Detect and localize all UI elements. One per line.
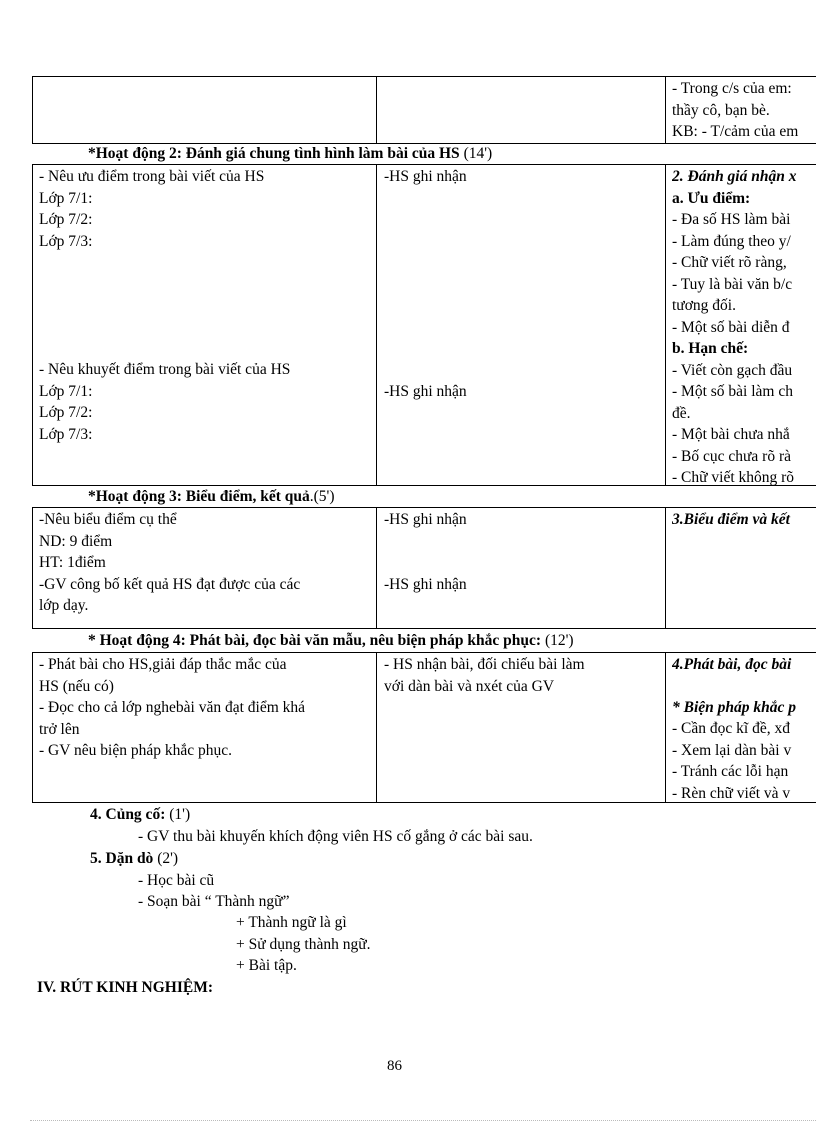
list-item: -GV công bố kết quả HS đạt được của các [39,575,301,593]
list-item: trở lên [39,720,80,738]
homework-subitem: + Bài tập. [236,957,297,974]
table-activity-2 [32,164,816,486]
table3-teacher-activity [39,509,371,617]
list-item: Lớp 7/3: [39,425,93,443]
list-item: Lớp 7/2: [39,404,93,421]
section-title: *Hoạt động 2: Đánh giá chung tình hình làm bài của HS [88,145,460,162]
list-item: -HS ghi nhận [384,382,467,400]
list-item: -HS ghi nhận [384,575,467,593]
column-divider [665,77,666,143]
list-item: với dàn bài và nxét của GV [384,677,555,695]
list-item: - Tuy là bài văn b/c [672,275,793,293]
list-item: thầy cô, bạn bè. [672,101,770,119]
section-heading-activity-3 [88,486,335,508]
homework-title: 5. Dặn dò [90,850,154,867]
list-item: - Một số bài làm ch [672,383,793,400]
list-item: - Cần đọc kĩ đề, xđ [672,720,790,737]
list-item: - Nêu khuyết điểm trong bài viết của HS [39,361,291,378]
content-heading: 2. Đánh giá nhận x [672,168,797,185]
table1-teacher-notes [672,78,816,143]
list-item: Lớp 7/1: [39,382,93,400]
list-item: - Rèn chữ viết và v [672,784,791,802]
table2-content [672,166,816,489]
homework-item: - Học bài cũ [138,872,215,889]
content-subheading: b. Hạn chế: [672,340,749,357]
list-item: - Một số bài diễn đ [672,318,790,336]
list-item: - Đọc cho cả lớp nghebài văn đạt điểm khá [39,699,306,716]
list-item: - HS nhận bài, đối chiếu bài làm [384,656,585,673]
table2-student-activity [384,166,660,402]
section-time: (14') [459,145,493,162]
section-heading-activity-4 [88,630,574,652]
list-item: - Tránh các lỗi hạn [672,763,789,780]
column-divider [665,508,666,628]
consolidation-heading [90,804,190,826]
footer-divider [30,1120,816,1121]
list-item: ND: 9 điểm [39,532,113,550]
table4-content [672,654,816,804]
list-item: -HS ghi nhận [384,168,467,185]
list-item: - Chữ viết rõ ràng, [672,254,787,271]
section-heading-activity-2 [88,143,492,165]
list-item: - Một bài chưa nhắ [672,426,790,443]
content-subheading: a. Ưu điểm: [672,189,751,207]
list-item: - Bố cục chưa rõ rà [672,447,791,465]
list-item: - Phát bài cho HS,giải đáp thắc mắc của [39,656,287,673]
list-item: Lớp 7/2: [39,211,93,228]
list-item: - GV nêu biện pháp khắc phục. [39,742,232,759]
table-activity-3 [32,507,816,629]
homework-heading [90,848,178,870]
column-divider [665,165,666,485]
column-divider [376,165,377,485]
experience-title: IV. RÚT KINH NGHIỆM: [37,979,213,996]
consolidation-title: 4. Củng cố: [90,806,166,823]
column-divider [376,653,377,802]
list-item: - Làm đúng theo y/ [672,232,791,250]
homework-time: (2') [153,850,179,867]
column-divider [376,508,377,628]
list-item: - Nêu ưu điểm trong bài viết của HS [39,168,265,185]
table3-student-activity [384,509,660,595]
column-divider [376,77,377,143]
content-subheading: * Biện pháp khắc p [672,698,797,716]
list-item: - Chữ viết không rõ [672,469,795,486]
table-activity-4 [32,652,816,803]
list-item: KB: - T/cảm của em [672,123,799,140]
list-item: - Trong c/s của em: [672,80,792,97]
experience-heading [37,977,213,999]
column-divider [665,653,666,802]
table3-content [672,509,816,531]
list-item: -Nêu biểu điểm cụ thể [39,511,177,528]
list-item: -HS ghi nhận [384,511,467,528]
table2-teacher-activity [39,166,371,445]
section-time: (12') [541,632,574,649]
list-item: lớp dạy. [39,597,89,614]
content-heading: 3.Biểu điểm và kết [672,511,790,528]
content-heading: 4.Phát bài, đọc bài [672,656,792,673]
table4-student-activity [384,654,660,697]
list-item: tương đối. [672,297,736,314]
list-item: Lớp 7/3: [39,232,93,250]
list-item: HS (nếu có) [39,677,114,695]
list-item: HT: 1điểm [39,554,106,571]
page-number: 86 [387,1058,402,1074]
table-activity-1-continued [32,76,816,144]
homework-subitem: + Thành ngữ là gì [236,914,347,931]
table4-teacher-activity [39,654,371,762]
section-title: * Hoạt động 4: Phát bài, đọc bài văn mẫu, nêu biện pháp khắc phục: [88,632,542,649]
list-item: đề. [672,404,691,422]
consolidation-time: (1') [165,806,191,823]
list-item: - Đa số HS làm bài [672,211,791,228]
section-time: .(5') [309,488,335,505]
consolidation-text: - GV thu bài khuyến khích động viên HS cố gắng ở các bài sau. [138,828,533,845]
list-item: Lớp 7/1: [39,189,93,207]
homework-subitem: + Sử dụng thành ngữ. [236,936,371,953]
section-title: *Hoạt động 3: Biểu điểm, kết quả [88,488,310,505]
list-item: - Xem lại dàn bài v [672,741,792,759]
list-item: - Viết còn gạch đầu [672,361,793,379]
homework-item: - Soạn bài “ Thành ngữ” [138,893,290,910]
